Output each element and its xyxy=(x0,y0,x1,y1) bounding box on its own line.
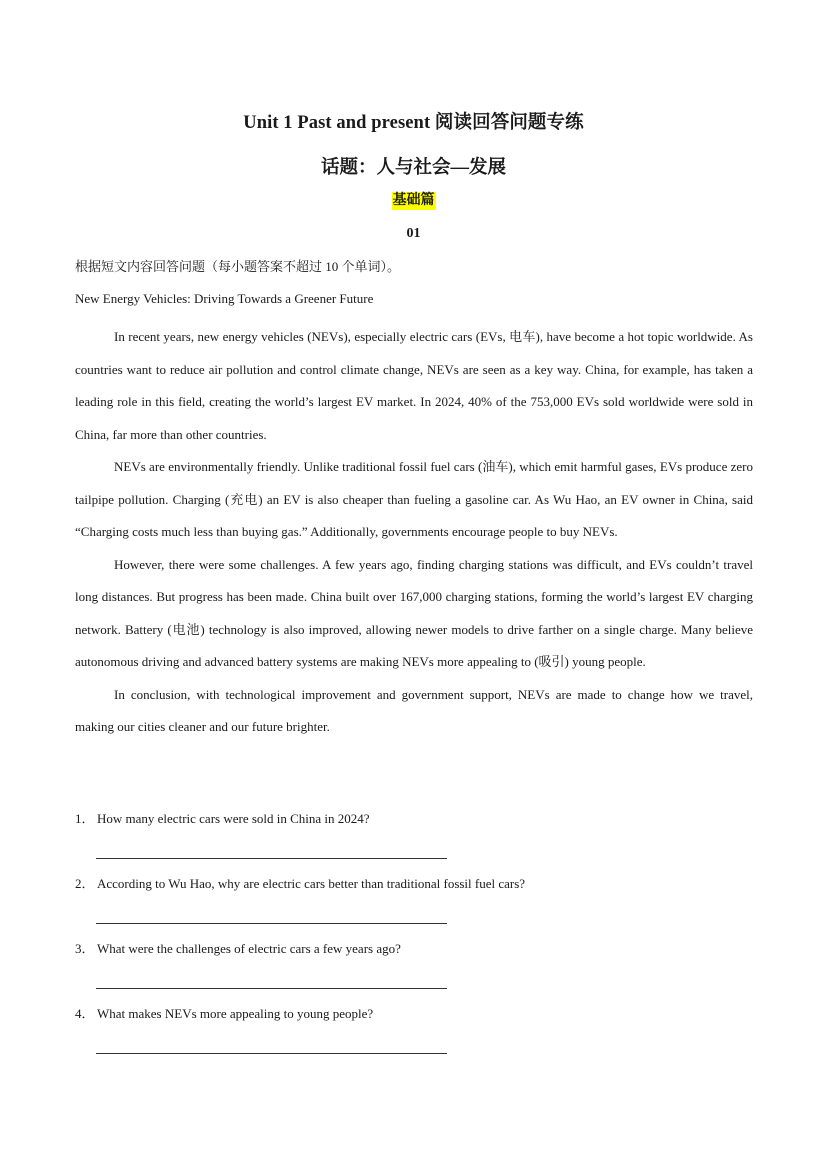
passage-paragraph: However, there were some challenges. A few years ago, finding charging stations was difficult, and EVs couldn’t travel long distances. But progress has been made. China built over 167,000 charging stations, forming the world’s largest EV charging network. Battery (电池) technology is also improved, allowing newer models to drive farther on a single charge. Many believe autonomous driving and advanced battery systems are making NEVs more appealing to (吸引) young people. xyxy=(75,556,753,669)
topic-subtitle: 话题：人与社会—发展 xyxy=(320,158,506,178)
question-1 xyxy=(75,810,370,828)
passage-paragraph: NEVs are environmentally friendly. Unlike traditional fossil fuel cars (油车), which emit harmful gases, EVs produce zero tailpipe pollution. Charging (充电) an EV is also cheaper than fueling a gasoline car. As Wu Hao, an EV owner in China, said “Charging costs much less than buying gas.” Additionally, governments encourage people to buy NEVs. xyxy=(75,459,753,539)
question-number: 4． xyxy=(75,1006,95,1021)
passage-paragraph: In recent years, new energy vehicles (NEVs), especially electric cars (EVs, 电车), have become a hot topic worldwide. As countries want to reduce air pollution and control climate change, NEVs are seen as a key way. China, for example, has taken a leading role in this field, creating the world’s largest EV market. In 2024, 40% of the 753,000 EVs sold worldwide were sold in China, far more than other countries. xyxy=(75,329,753,442)
level-label: 基础篇 xyxy=(392,193,435,208)
instructions: 根据短文内容回答问题（每小题答案不超过 10 个单词）。 xyxy=(75,259,401,274)
answer-line-4[interactable] xyxy=(96,1053,447,1054)
question-text: How many electric cars were sold in China in 2024? xyxy=(97,811,370,826)
question-3 xyxy=(75,940,401,958)
question-2 xyxy=(75,875,525,893)
passage-paragraph: In conclusion, with technological improvement and government support, NEVs are made to change how we travel, making our cities cleaner and our future brighter. xyxy=(75,686,753,734)
question-text: What makes NEVs more appealing to young people? xyxy=(97,1006,374,1021)
passage-title: New Energy Vehicles: Driving Towards a Greener Future xyxy=(75,291,374,306)
question-number: 3． xyxy=(75,941,95,956)
question-number: 1． xyxy=(75,811,95,826)
page-title: Unit 1 Past and present 阅读回答问题专练 xyxy=(243,113,584,133)
question-text: What were the challenges of electric cars a few years ago? xyxy=(97,941,401,956)
section-number: 01 xyxy=(406,226,421,241)
question-4 xyxy=(75,1005,373,1023)
answer-line-3[interactable] xyxy=(96,988,447,989)
question-text: According to Wu Hao, why are electric cars better than traditional fossil fuel cars? xyxy=(97,876,526,891)
answer-line-1[interactable] xyxy=(96,858,447,859)
answer-line-2[interactable] xyxy=(96,923,447,924)
question-number: 2． xyxy=(75,876,95,891)
passage-body xyxy=(75,321,753,744)
level-label-wrap xyxy=(0,191,827,210)
